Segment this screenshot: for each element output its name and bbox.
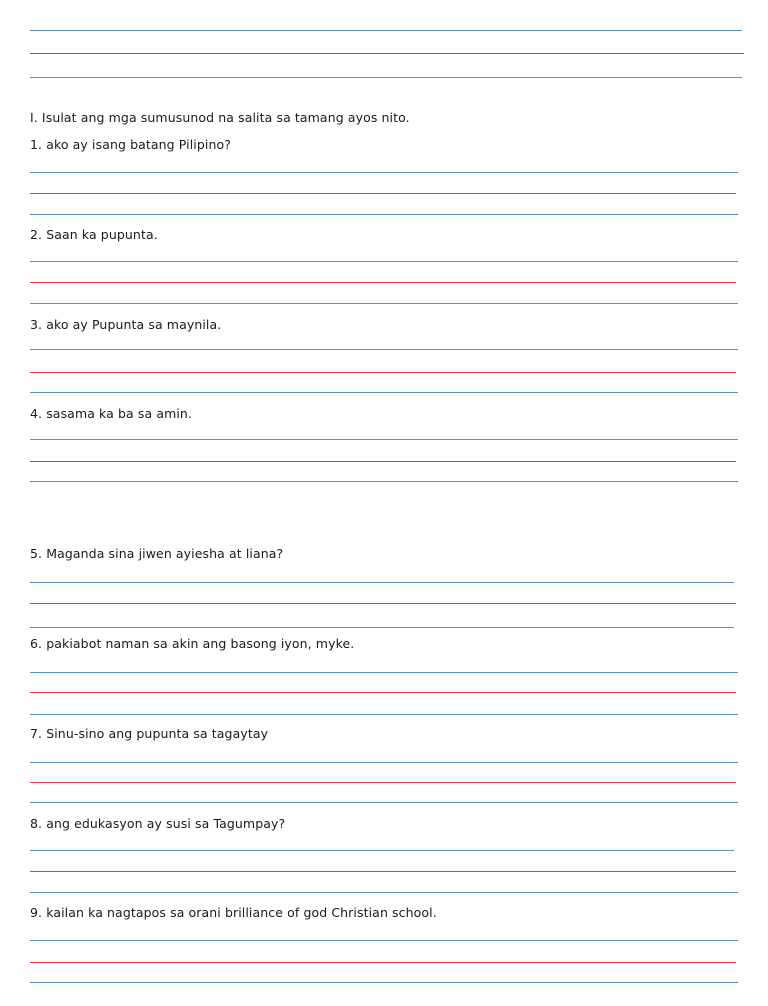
answer-line-4-middle [30,461,736,462]
question-9: 9. kailan ka nagtapos sa orani brilliance of god Christian school. [30,905,437,920]
answer-line-4-top [30,439,738,440]
answer-line-1-bottom [30,214,738,215]
answer-line-3-middle [30,372,736,373]
answer-line-2-top [30,261,738,262]
answer-line-2-middle [30,282,736,283]
answer-line-6-top [30,672,738,673]
answer-line-5-middle [30,603,736,604]
answer-line-5-bottom [30,627,734,628]
answer-line-1-top [30,172,738,173]
question-4: 4. sasama ka ba sa amin. [30,406,193,421]
question-5: 5. Maganda sina jiwen ayiesha at liana? [30,546,284,561]
answer-line-5-top [30,582,734,583]
answer-line-9-top [30,940,738,941]
answer-line-3-bottom [30,392,738,393]
question-3: 3. ako ay Pupunta sa maynila. [30,317,222,332]
question-6: 6. pakiabot naman sa akin ang basong iyon, myke. [30,636,355,651]
answer-line-8-top [30,850,734,851]
answer-line-7-bottom [30,802,738,803]
question-8: 8. ang edukasyon ay susi sa Tagumpay? [30,816,286,831]
answer-line-6-middle [30,692,736,693]
answer-line-7-middle [30,782,736,783]
question-1: 1. ako ay isang batang Pilipino? [30,137,231,152]
answer-line-3-top [30,349,738,350]
answer-line-9-middle [30,962,736,963]
question-7: 7. Sinu-sino ang pupunta sa tagaytay [30,726,269,741]
answer-line-8-middle [30,871,736,872]
answer-line-4-bottom [30,481,738,482]
answer-line-9-bottom [30,982,738,983]
guide-line-middle [30,53,744,54]
guide-line-top [30,30,742,31]
answer-line-1-middle [30,193,736,194]
instruction-text: I. Isulat ang mga sumusunod na salita sa tamang ayos nito. [30,110,410,125]
question-2: 2. Saan ka pupunta. [30,227,158,242]
answer-line-8-bottom [30,892,738,893]
answer-line-2-bottom [30,303,738,304]
guide-line-bottom [30,77,742,78]
answer-line-7-top [30,762,738,763]
answer-line-6-bottom [30,714,738,715]
